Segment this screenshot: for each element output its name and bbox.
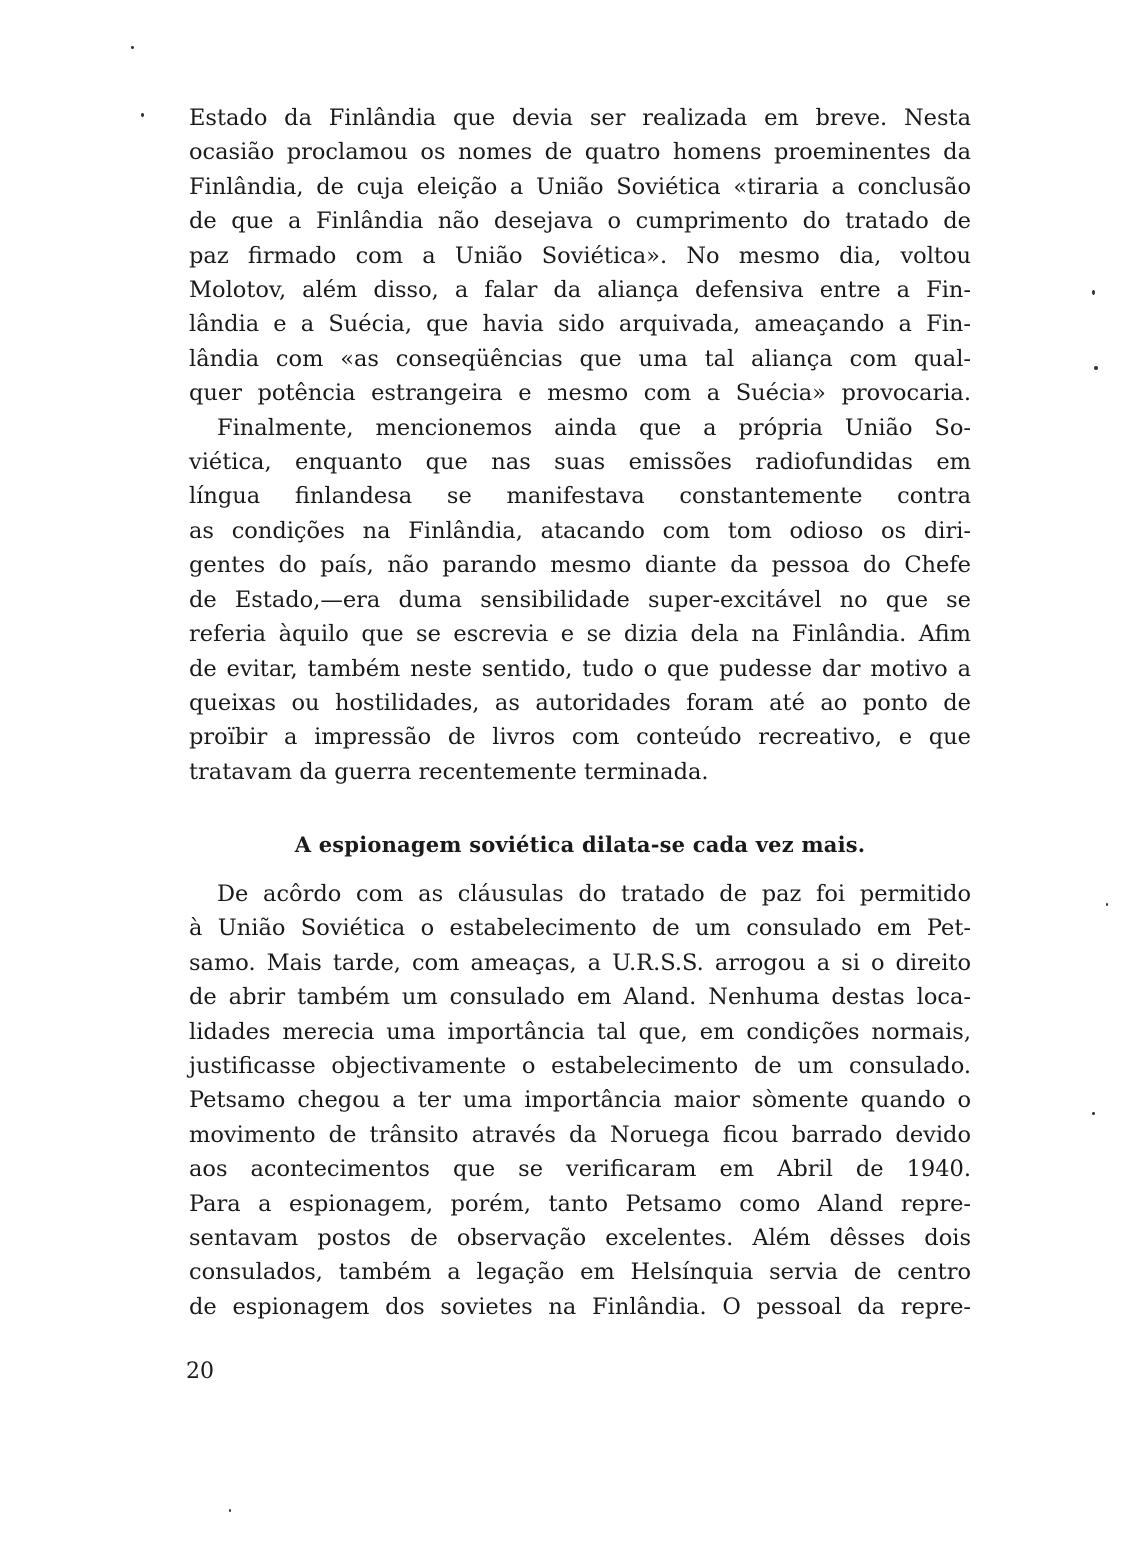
text-line: Petsamo chegou a ter uma importância maior sòmente quando o bbox=[189, 1087, 971, 1114]
text-line: viética, enquanto que nas suas emissões radiofundidas em bbox=[189, 449, 971, 476]
text-line: lândia com «as conseqüências que uma tal aliança com qual- bbox=[189, 345, 971, 372]
text-line: Estado da Finlândia que devia ser realizada em breve. Nesta bbox=[189, 105, 971, 131]
text-line: gentes do país, não parando mesmo diante da pessoa do Chefe bbox=[189, 552, 971, 579]
paragraph-continued bbox=[189, 101, 971, 411]
body-text-top bbox=[189, 101, 971, 789]
scan-speck bbox=[229, 1509, 231, 1512]
scan-speck bbox=[131, 46, 134, 49]
body-text-bottom bbox=[189, 877, 971, 1324]
text-line: lândia e a Suécia, que havia sido arquivada, ameaçando a Fin- bbox=[189, 311, 971, 338]
section-heading: A espionagem soviética dilata-se cada vez mais. bbox=[294, 832, 866, 857]
paragraph bbox=[189, 411, 971, 789]
text-line: Para a espionagem, porém, tanto Petsamo como Aland repre- bbox=[189, 1190, 971, 1217]
text-line: consulados, também a legação em Helsínquia servia de centro bbox=[189, 1259, 971, 1286]
page-number: 20 bbox=[186, 1359, 214, 1384]
text-line: paz firmado com a União Soviética». No mesmo dia, voltou bbox=[189, 242, 971, 269]
text-line: referia àquilo que se escrevia e se dizia dela na Finlândia. Afim bbox=[189, 621, 971, 648]
text-line: de que a Finlândia não desejava o cumprimento do tratado de bbox=[189, 208, 971, 235]
text-line: Finlândia, de cuja eleição a União Soviética «tiraria a conclusão bbox=[189, 173, 971, 200]
text-line: ocasião proclamou os nomes de quatro homens proeminentes da bbox=[189, 139, 971, 166]
text-line: Molotov, além disso, a falar da aliança defensiva entre a Fin- bbox=[189, 277, 971, 304]
text-line: língua finlandesa se manifestava constantemente contra bbox=[189, 483, 971, 510]
text-line: à União Soviética o estabelecimento de um consulado em Pet- bbox=[189, 915, 971, 942]
paragraph bbox=[189, 877, 971, 1324]
text-line: samo. Mais tarde, com ameaças, a U.R.S.S. arrogou a si o direito bbox=[189, 949, 971, 976]
text-line: de espionagem dos sovietes na Finlândia. O pessoal da repre- bbox=[189, 1293, 971, 1320]
scan-speck bbox=[141, 113, 144, 117]
text-line: lidades merecia uma importância tal que, em condições normais, bbox=[189, 1018, 971, 1045]
text-line: Finalmente, mencionemos ainda que a própria União So- bbox=[217, 414, 971, 441]
scan-speck bbox=[1092, 1112, 1095, 1115]
text-line: aos acontecimentos que se verificaram em Abril de 1940. bbox=[189, 1156, 971, 1183]
text-line: proïbir a impressão de livros com conteúdo recreativo, e que bbox=[189, 724, 971, 751]
text-line: queixas ou hostilidades, as autoridades foram até ao ponto de bbox=[189, 689, 971, 716]
text-line: de evitar, também neste sentido, tudo o que pudesse dar motivo a bbox=[189, 655, 971, 682]
scan-speck bbox=[1106, 903, 1108, 906]
text-line: sentavam postos de observação excelentes. Além dêsses dois bbox=[189, 1225, 971, 1252]
scan-speck bbox=[1094, 366, 1098, 370]
text-line: justificasse objectivamente o estabelecimento de um consulado. bbox=[189, 1053, 971, 1080]
scan-speck bbox=[1092, 290, 1095, 295]
text-line: movimento de trânsito através da Noruega ficou barrado devido bbox=[189, 1121, 971, 1148]
text-line: De acôrdo com as cláusulas do tratado de paz foi permitido bbox=[217, 881, 971, 907]
text-line: quer potência estrangeira e mesmo com a Suécia» provocaria. bbox=[189, 380, 971, 407]
text-line: de abrir também um consulado em Aland. Nenhuma destas loca- bbox=[189, 984, 971, 1011]
text-line: de Estado,—era duma sensibilidade super-excitável no que se bbox=[189, 586, 971, 613]
text-line: as condições na Finlândia, atacando com tom odioso os diri- bbox=[189, 517, 971, 544]
text-line: tratavam da guerra recentemente terminada. bbox=[189, 758, 709, 785]
